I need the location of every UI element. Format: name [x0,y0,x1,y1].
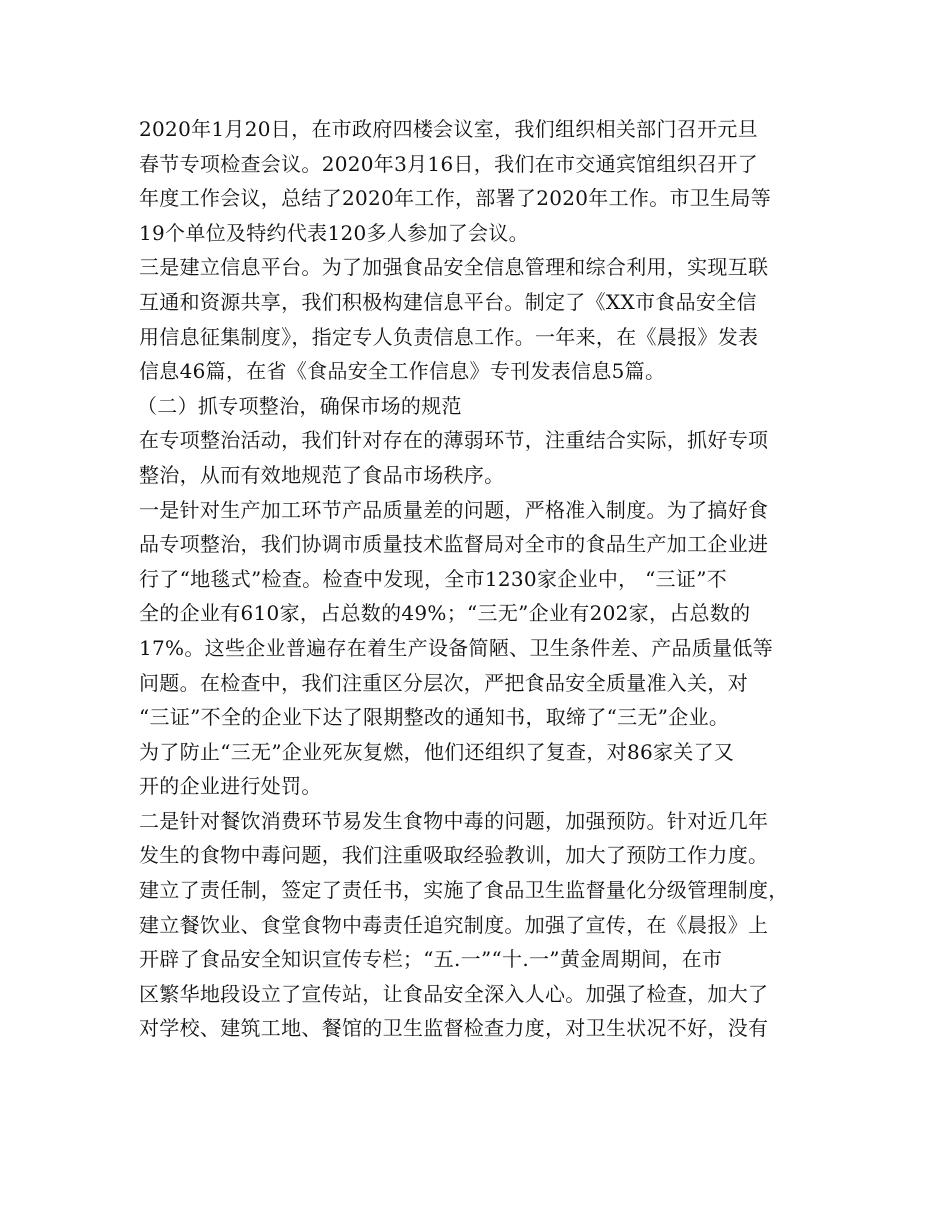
text-line: 用信息征集制度》，指定专人负责信息工作。一年来，在《晨报》发表 [139,324,759,349]
text-line: 三是建立信息平台。为了加强食品安全信息管理和综合利用，实现互联 [139,255,769,280]
text-line: 在专项整治活动，我们针对存在的薄弱环节，注重结合实际，抓好专项 [139,428,769,453]
text-line: 区繁华地段设立了宣传站，让食品安全深入人心。加强了检查，加大了 [139,981,769,1006]
document-body [139,112,819,1046]
text-line: 为了防止“三无”企业死灰复燃，他们还组织了复查，对86家关了又 [139,739,735,764]
text-line: 17%。这些企业普遍存在着生产设备简陋、卫生条件差、产品质量低等 [139,635,774,660]
text-line: “三证”不全的企业下达了限期整改的通知书，取缔了“三无”企业。 [139,705,730,730]
text-line: 开的企业进行处罚。 [139,774,322,799]
text-line: 年度工作会议，总结了2020年工作，部署了2020年工作。市卫生局等 [139,186,771,211]
text-line: 春节专项检查会议。2020年3月16日，我们在市交通宾馆组织召开了 [139,151,758,176]
text-line: 二是针对餐饮消费环节易发生食物中毒的问题，加强预防。针对近几年 [139,808,769,833]
text-line: 2020年1月20日，在市政府四楼会议室，我们组织相关部门召开元旦 [139,117,758,141]
text-line: 整治，从而有效地规范了食品市场秩序。 [139,462,505,487]
text-line: 互通和资源共享，我们积极构建信息平台。制定了《XX市食品安全信 [139,289,757,314]
text-line: 行了“地毯式”检查。检查中发现，全市1230家企业中， “三证”不 [139,566,728,591]
text-line: 信息46篇，在省《食品安全工作信息》专刊发表信息5篇。 [139,359,666,384]
text-line: 开辟了食品安全知识宣传专栏；“五.一”“十.一”黄金周期间，在市 [139,947,723,972]
text-line: 建立餐饮业、食堂食物中毒责任追究制度。加强了宣传，在《晨报》上 [139,912,769,937]
section-heading: （二）抓专项整治，确保市场的规范 [137,393,462,418]
text-line: 建立了责任制，签定了责任书，实施了食品卫生监督量化分级管理制度， [139,878,789,903]
text-line: 全的企业有610家，占总数的49%；“三无”企业有202家，占总数的 [139,601,751,626]
text-line: 品专项整治，我们协调市质量技术监督局对全市的食品生产加工企业进 [139,532,769,557]
text-line: 问题。在检查中，我们注重区分层次，严把食品安全质量准入关，对 [139,670,748,695]
text-line: 19个单位及特约代表120多人参加了会议。 [139,220,529,245]
text-line: 一是针对生产加工环节产品质量差的问题，严格准入制度。为了搞好食 [139,497,769,522]
text-line: 发生的食物中毒问题，我们注重吸取经验教训，加大了预防工作力度。 [139,843,769,868]
text-line: 对学校、建筑工地、餐馆的卫生监督检查力度，对卫生状况不好，没有 [139,1016,769,1041]
